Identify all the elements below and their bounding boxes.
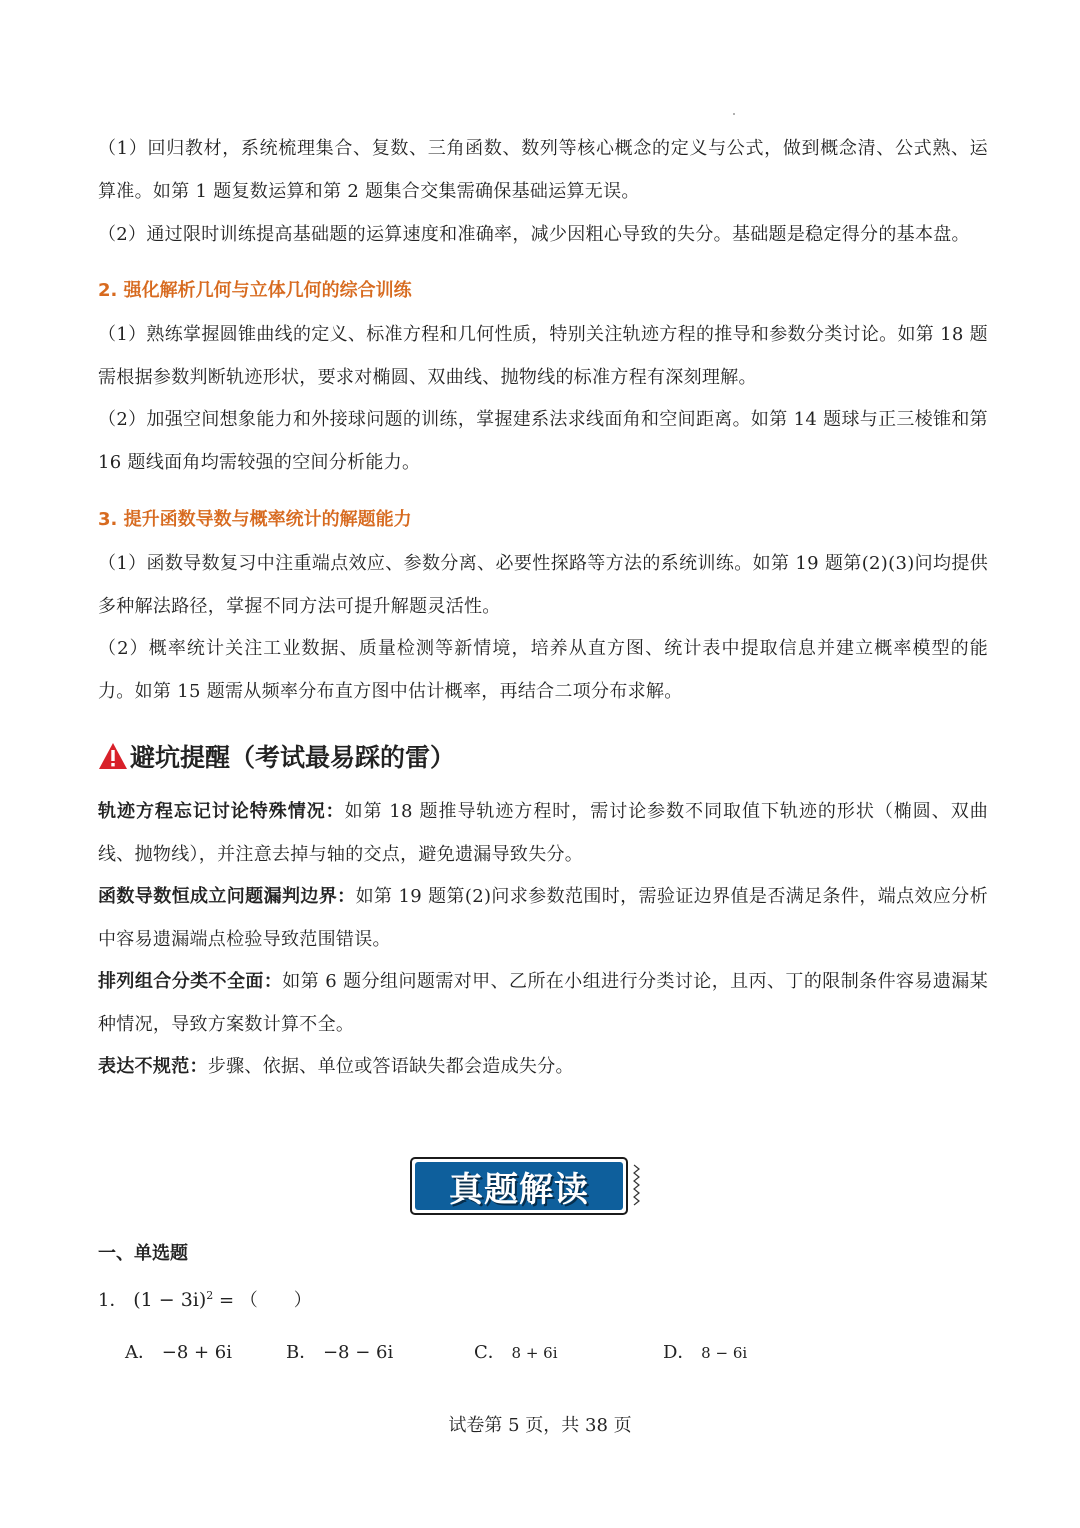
warning-item	[98, 961, 988, 1046]
warning-item-text: 如第 6 题分组问题需对甲、乙所在小组进行分类讨论，且丙、丁的限制条件容易遗漏某种情况，导致方案数计算不全。	[98, 971, 988, 1035]
question-stem	[98, 1286, 312, 1312]
question-expression: (1 − 3i)	[133, 1289, 207, 1311]
warning-title	[98, 738, 455, 774]
squiggle-decoration-icon	[630, 1163, 642, 1207]
question-exponent: 2	[206, 1289, 214, 1302]
warning-item-text: 如第 18 题推导轨迹方程时，需讨论参数不同取值下轨迹的形状（椭圆、双曲线、抛物线），并注意去掉与轴的交点，避免遗漏导致失分。	[98, 801, 988, 865]
warning-triangle-icon	[98, 742, 128, 770]
paragraph: （1）回归教材，系统梳理集合、复数、三角函数、数列等核心概念的定义与公式，做到概念清、公式熟、运算准。如第 1 题复数运算和第 2 题集合交集需确保基础运算无误。	[98, 138, 988, 202]
option-letter: A．	[125, 1342, 156, 1363]
option-letter: C．	[474, 1342, 506, 1363]
option-c	[474, 1338, 558, 1364]
section-banner	[410, 1157, 628, 1215]
page-footer: 试卷第 5 页，共 38 页	[448, 1415, 632, 1436]
option-value: −8 + 6i	[161, 1342, 233, 1363]
warning-title-text: 避坑提醒（考试最易踩的雷）	[130, 743, 456, 772]
option-a	[125, 1338, 232, 1364]
warning-item-label: 函数导数恒成立问题漏判边界：	[98, 886, 356, 907]
banner-label: 真题解读	[415, 1162, 623, 1210]
warning-item-label: 轨迹方程忘记讨论特殊情况：	[98, 801, 345, 822]
paragraph: （1）熟练掌握圆锥曲线的定义、标准方程和几何性质，特别关注轨迹方程的推导和参数分类讨论。如第 18 题需根据参数判断轨迹形状，要求对椭圆、双曲线、抛物线的标准方程有深刻理解。	[98, 324, 988, 388]
option-letter: B．	[286, 1342, 318, 1363]
paragraph: （2）加强空间想象能力和外接球问题的训练，掌握建系法求线面角和空间距离。如第 14 题球与正三棱锥和第 16 题线面角均需较强的空间分析能力。	[98, 409, 988, 473]
question-section-heading: 一、单选题	[98, 1243, 188, 1264]
option-letter: D．	[663, 1342, 696, 1363]
option-b	[286, 1338, 393, 1364]
option-value: 8 − 6i	[701, 1344, 748, 1362]
section-heading: 3. 提升函数导数与概率统计的解题能力	[98, 509, 412, 530]
option-value: 8 + 6i	[511, 1344, 558, 1362]
stray-dot	[733, 113, 735, 115]
question-number: 1．	[98, 1290, 128, 1311]
question-tail: = （ ）	[213, 1290, 312, 1311]
option-value: −8 − 6i	[322, 1342, 394, 1363]
paragraph: （1）函数导数复习中注重端点效应、参数分离、必要性探路等方法的系统训练。如第 19 题第(2)(3)问均提供多种解法路径，掌握不同方法可提升解题灵活性。	[98, 553, 988, 617]
section-heading: 2. 强化解析几何与立体几何的综合训练	[98, 280, 412, 301]
option-d	[663, 1338, 747, 1364]
paragraph: （2）概率统计关注工业数据、质量检测等新情境，培养从直方图、统计表中提取信息并建立概率模型的能力。如第 15 题需从频率分布直方图中估计概率，再结合二项分布求解。	[98, 638, 988, 702]
warning-item-label: 表达不规范：	[98, 1056, 208, 1077]
warning-item-text: 步骤、依据、单位或答语缺失都会造成失分。	[207, 1056, 574, 1077]
warning-item-text: 如第 19 题第(2)问求参数范围时，需验证边界值是否满足条件，端点效应分析中容易遗漏端点检验导致范围错误。	[98, 886, 988, 950]
warning-item	[98, 791, 988, 876]
warning-item	[98, 1046, 988, 1089]
warning-item	[98, 876, 988, 961]
paragraph: （2）通过限时训练提高基础题的运算速度和准确率，减少因粗心导致的失分。基础题是稳定得分的基本盘。	[98, 224, 970, 245]
warning-item-label: 排列组合分类不全面：	[98, 971, 283, 992]
